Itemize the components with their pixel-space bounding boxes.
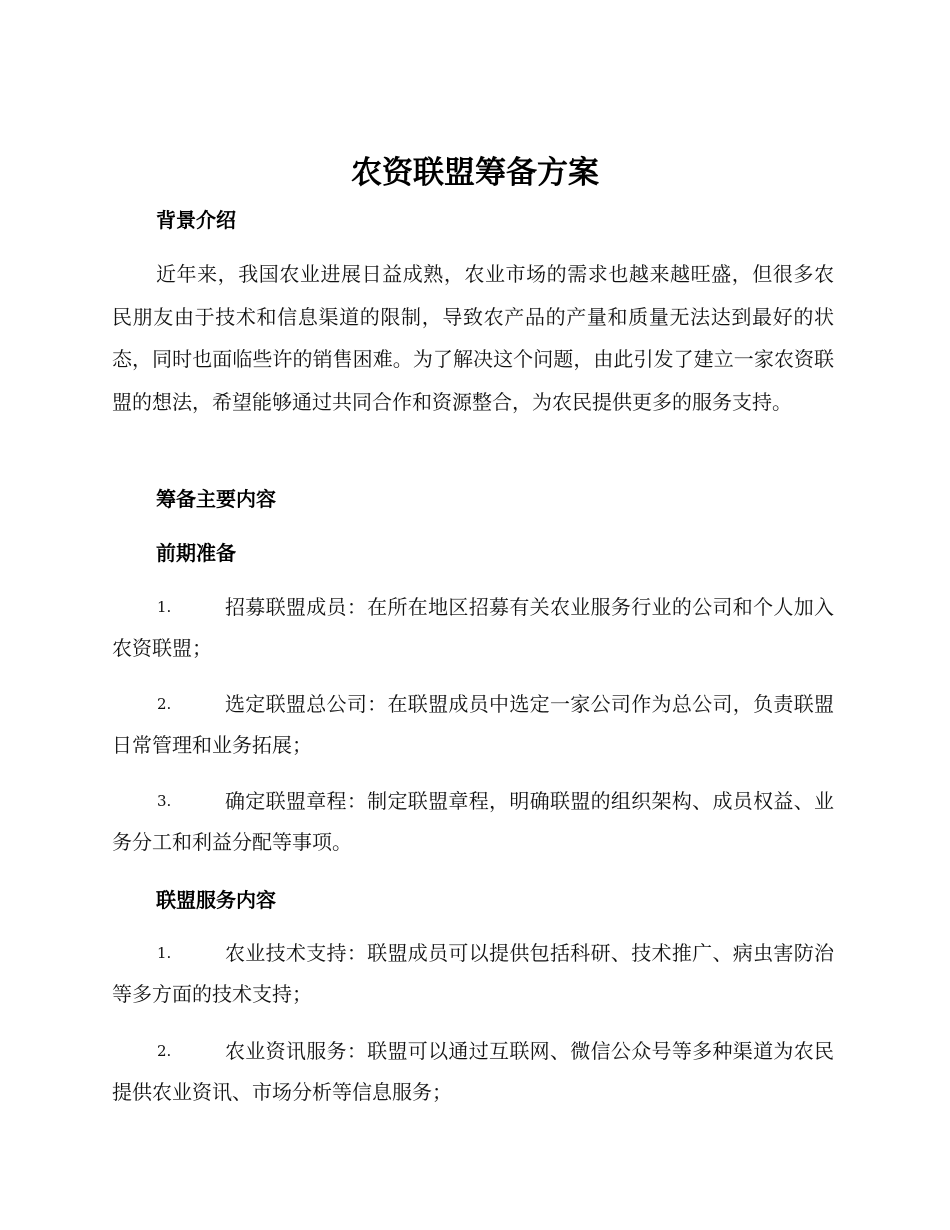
- list-item-text: 选定联盟总公司：在联盟成员中选定一家公司作为总公司，负责联盟日常管理和业务拓展；: [112, 692, 834, 757]
- section-heading-preparation: 前期准备: [156, 541, 236, 565]
- section-heading-background: 背景介绍: [156, 208, 236, 232]
- list-item: [112, 781, 834, 863]
- list-item-number: 3.: [157, 792, 172, 810]
- section-heading-main-content: 筹备主要内容: [156, 487, 276, 511]
- list-item-text: 农业资讯服务：联盟可以通过互联网、微信公众号等多种渠道为农民提供农业资讯、市场分析等信息服务；: [112, 1039, 834, 1104]
- list-item: [112, 933, 834, 1015]
- list-item: [112, 684, 834, 766]
- list-item-number: 1.: [157, 944, 172, 962]
- list-item: [112, 587, 834, 669]
- document-title: 农资联盟筹备方案: [351, 155, 599, 191]
- list-item-text: 招募联盟成员：在所在地区招募有关农业服务行业的公司和个人加入农资联盟；: [112, 595, 834, 660]
- list-item: [112, 1031, 834, 1113]
- list-item-number: 2.: [157, 1042, 172, 1060]
- list-item-text: 确定联盟章程：制定联盟章程，明确联盟的组织架构、成员权益、业务分工和利益分配等事项。: [112, 789, 834, 854]
- list-item-text: 农业技术支持：联盟成员可以提供包括科研、技术推广、病虫害防治等多方面的技术支持；: [112, 941, 834, 1006]
- list-item-number: 1.: [157, 598, 172, 616]
- background-paragraph: 近年来，我国农业进展日益成熟，农业市场的需求也越来越旺盛，但很多农民朋友由于技术和信息渠道的限制，导致农产品的产量和质量无法达到最好的状态，同时也面临些许的销售困难。为了解决这个问题，由此引发了建立一家农资联盟的想法，希望能够通过共同合作和资源整合，为农民提供更多的服务支持。: [112, 262, 834, 414]
- section-heading-services: 联盟服务内容: [156, 888, 276, 912]
- list-item-number: 2.: [157, 695, 172, 713]
